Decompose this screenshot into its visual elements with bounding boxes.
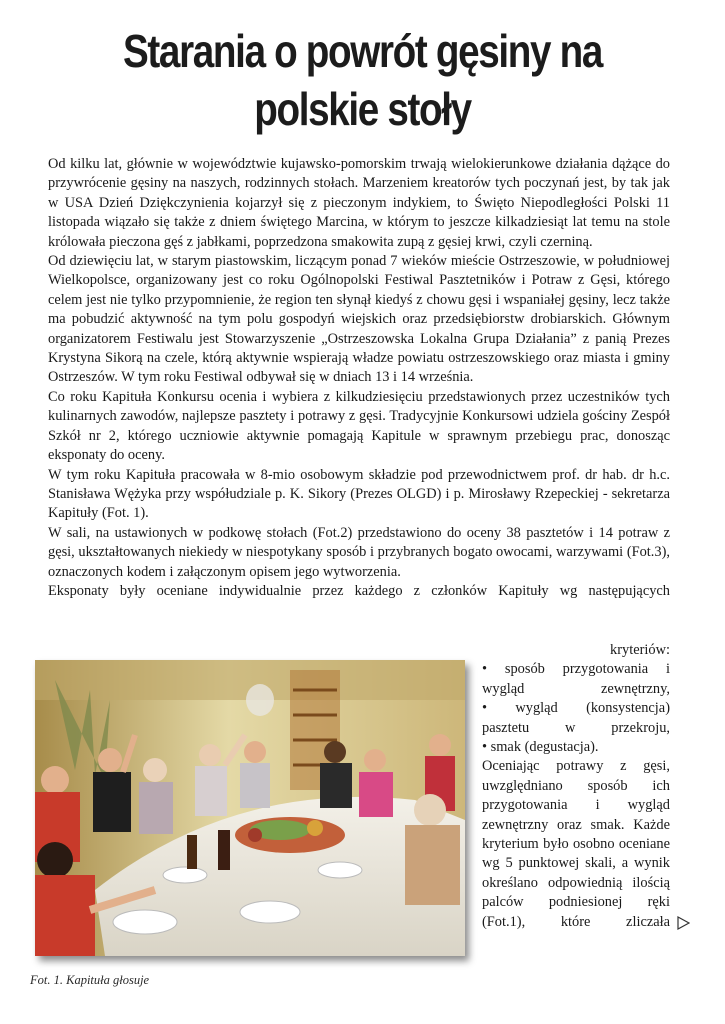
side-column [482,641,670,932]
article-body [48,155,670,601]
criterion-1: • sposób przygotowania i wygląd zewnętrzny, [482,661,670,697]
paragraph-2: Od dziewięciu lat, w starym piastowskim, liczącym ponad 7 wieków mieście Ostrzeszowie, w południowej Wielkopolsce, organizowany jest co roku Ogólnopolski Festiwal Pasztetników i Potraw z Gęsi, którego celem jest nie tylko przypomnienie, że region ten słynął kiedyś z chowu gęsi i wspaniałej gęsiny, lecz także ma pobudzić aktywność na tym polu gospodyń wiejskich oraz przedsiębiorstw drobiarskich. Głównym organizatorem Festiwalu jest Stowarzyszenie „Ostrzeszowska Lokalna Grupa Działania” z panią Prezes Krystyna Sikorą na czele, którą aktywnie wspierają władze powiatu ostrzeszowskiego oraz miasta i gminy Ostrzeszów. W tym roku Festiwal odbywał się w dniach 13 i 14 września. [48,253,670,386]
paragraph-3: Co roku Kapituła Konkursu ocenia i wybiera z kilkudziesięciu przedstawionych przez uczestników tych kulinarnych zawodów, najlepsze pasztety i potrawy z gęsi. Tradycyjnie Konkursowi udziela gościny Zespół Szkół nr 2, którego uczniowie aktywnie pomagają Kapitule w sprawnym przebiegu prac, donosząc eksponaty do oceny. [48,388,670,464]
photo-illustration [35,660,465,956]
jury-voting-photo [35,660,465,956]
photo-caption: Fot. 1. Kapituła głosuje [30,973,150,987]
side-paragraph: Oceniając potrawy z gęsi, uwzględniano sposób ich przygotowania i wygląd zewnętrzny oraz smak. Każde kryterium było osobno oceniane wg 5 punktowej skali, a wynik określano odpowiednią ilością palców podniesionej ręki (Fot.1), które zliczała [482,758,670,930]
paragraph-1: Od kilku lat, głównie w województwie kujawsko-pomorskim trwają wielokierunkowe działania dążące do przywrócenie gęsiny na naszych, rodzinnych stołach. Marzeniem kreatorów tych poczynań jest, by tak jak w USA Dzień Dziękczynienia kojarzył się z pieczonym indykiem, to Święto Niepodległości Polski 11 listopada wiązało się także z dniem świętego Marcina, w którym to jeszcze kilkadziesiąt lat temu na stole królowała pieczona gęś z jabłkami, poprzedzona smakowita zupą z gęsiej krwi, czyli czerniną. [48,156,670,250]
triangle-right-outline-icon [676,916,690,930]
article-title: Starania o powrót gęsiny na polskie stoły [122,25,603,135]
next-page-icon[interactable] [676,916,690,930]
paragraph-4: W tym roku Kapituła pracowała w 8-mio osobowym składzie pod przewodnictwem prof. dr hab. dr h.c. Stanisława Wężyka przy współudziale p. K. Sikory (Prezes OLGD) i p. Mirosławy Rzepeckiej - sekretarza Kapituły (Fot. 1). [48,466,670,522]
paragraph-5: W sali, na ustawionych w podkowę stołach (Fot.2) przedstawiono do oceny 38 pasztetów i 14 potraw z gęsi, ukształtowanych niekiedy w niespotykany sposób i przybranych bogato owocami, warzywami (Fot.3), oznaczonych kodem i załączonym opisem jego wytworzenia. [48,524,670,580]
paragraph-6: Eksponaty były oceniane indywidualnie przez każdego z członków Kapituły wg następujących [48,582,670,599]
criterion-3: • smak (degustacja). [482,739,599,756]
criterion-2: • wygląd (konsystencja) pasztetu w przekroju, [482,700,670,736]
side-intro: kryteriów: [610,642,670,658]
